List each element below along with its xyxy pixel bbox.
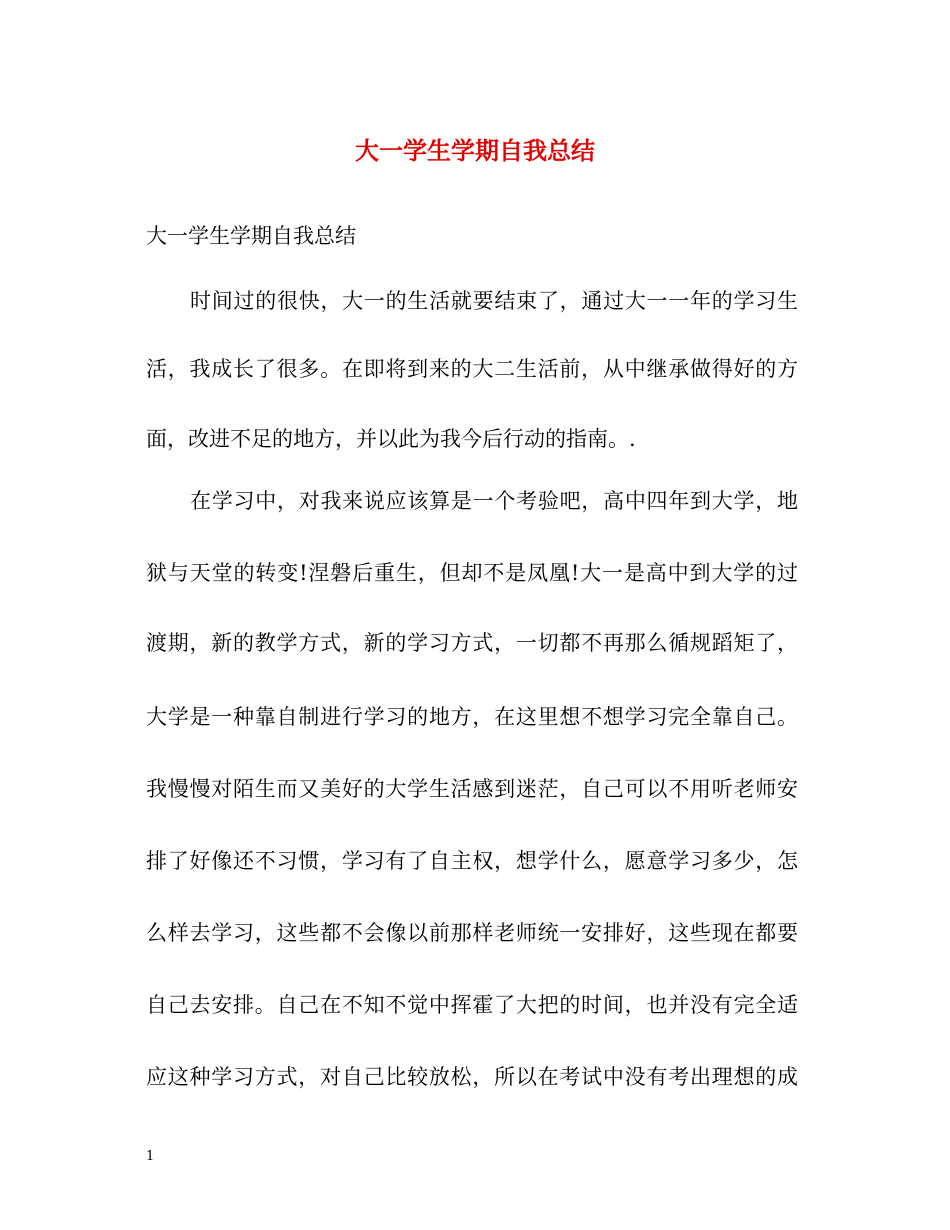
paragraph-line: 活，我成长了很多。在即将到来的大二生活前，从中继承做得好的方 xyxy=(146,357,798,381)
paragraph-line: 面，改进不足的地方，并以此为我今后行动的指南。. xyxy=(146,427,636,451)
document-subtitle: 大一学生学期自我总结 xyxy=(146,224,356,248)
paragraph-line: 我慢慢对陌生而又美好的大学生活感到迷茫，自己可以不用听老师安 xyxy=(146,777,798,801)
paragraph-line: 渡期，新的教学方式，新的学习方式，一切都不再那么循规蹈矩了， xyxy=(146,631,798,655)
paragraph-line: 么样去学习，这些都不会像以前那样老师统一安排好，这些现在都要 xyxy=(146,921,798,945)
paragraph-line: 大学是一种靠自制进行学习的地方，在这里想不想学习完全靠自己。 xyxy=(146,705,798,729)
paragraph-line: 狱与天堂的转变!涅磐后重生，但却不是凤凰!大一是高中到大学的过 xyxy=(146,561,798,585)
document-title: 大一学生学期自我总结 xyxy=(355,136,595,165)
paragraph-line: 自己去安排。自己在不知不觉中挥霍了大把的时间，也并没有完全适 xyxy=(146,993,798,1017)
paragraph-line: 时间过的很快，大一的生活就要结束了，通过大一一年的学习生 xyxy=(190,289,798,313)
paragraph-line: 应这种学习方式，对自己比较放松，所以在考试中没有考出理想的成 xyxy=(146,1065,798,1089)
page-number: 1 xyxy=(146,1149,155,1164)
paragraph-line: 排了好像还不习惯，学习有了自主权，想学什么，愿意学习多少，怎 xyxy=(146,849,798,873)
paragraph-line: 在学习中，对我来说应该算是一个考验吧，高中四年到大学，地 xyxy=(190,489,798,513)
